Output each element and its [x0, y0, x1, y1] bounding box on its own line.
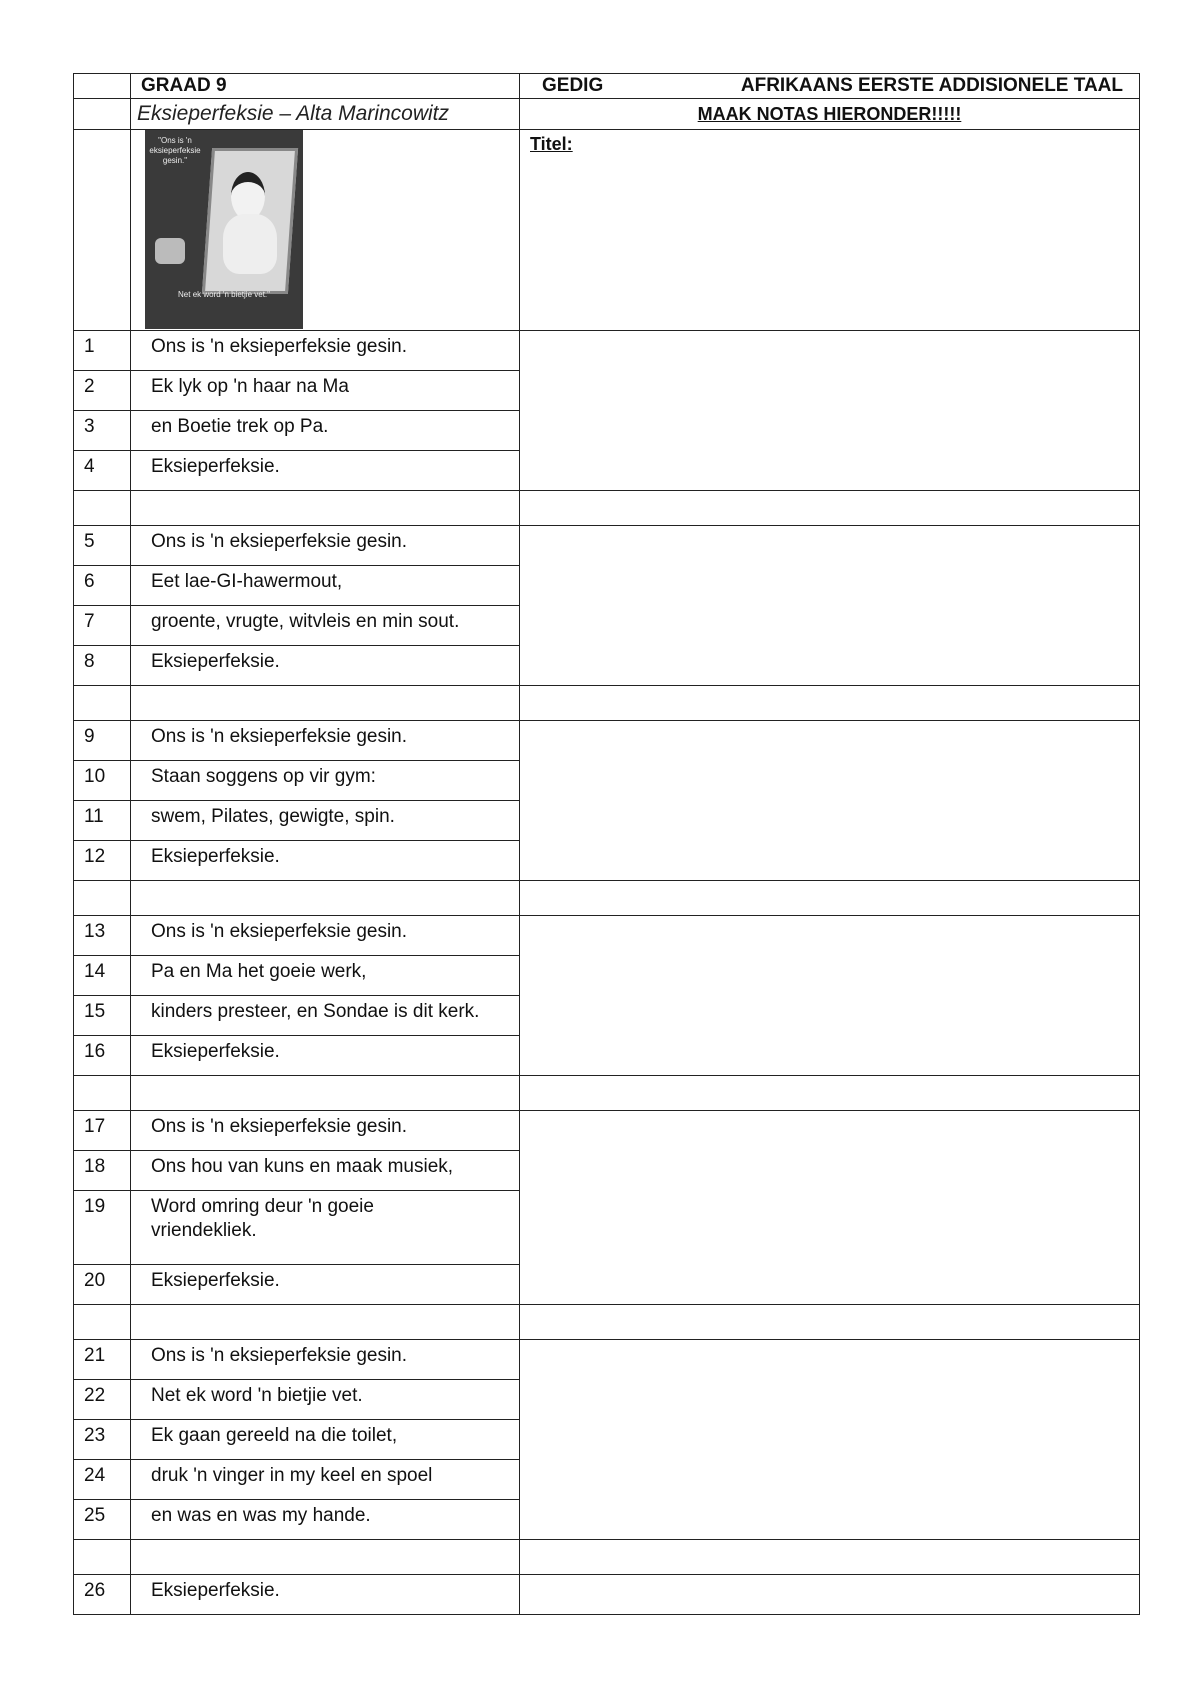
stanza-gap-row [74, 491, 1140, 526]
line-number: 18 [74, 1151, 131, 1191]
line-number: 26 [74, 1575, 131, 1615]
stanza-notes-cell[interactable] [520, 1575, 1140, 1615]
poem-line-text: en was en was my hande. [131, 1500, 520, 1540]
type-label: GEDIG [542, 75, 604, 96]
line-number: 8 [74, 646, 131, 686]
stanza-gap-row [74, 686, 1140, 721]
poem-line-text: Ek lyk op 'n haar na Ma [131, 371, 520, 411]
empty-cell [131, 491, 520, 526]
poem-line-text: Ons is 'n eksieperfeksie gesin. [131, 916, 520, 956]
line-number: 2 [74, 371, 131, 411]
line-number: 23 [74, 1420, 131, 1460]
poem-line-text: Ons is 'n eksieperfeksie gesin. [131, 721, 520, 761]
poem-title: Eksieperfeksie – Alta Marincowitz [137, 102, 450, 125]
poem-title-cell [131, 99, 520, 130]
poem-line-row [74, 526, 1140, 566]
line-number: 25 [74, 1500, 131, 1540]
poem-line-text: Eksieperfeksie. [131, 646, 520, 686]
empty-cell [74, 686, 131, 721]
image-row [74, 130, 1140, 331]
line-number: 14 [74, 956, 131, 996]
empty-cell[interactable] [520, 881, 1140, 916]
poem-line-text: groente, vrugte, witvleis en min sout. [131, 606, 520, 646]
line-number: 22 [74, 1380, 131, 1420]
image-blank-cell [74, 130, 131, 331]
poem-line-text: kinders presteer, en Sondae is dit kerk. [131, 996, 520, 1036]
empty-cell [74, 491, 131, 526]
poem-line-text: Eksieperfeksie. [131, 1036, 520, 1076]
empty-cell [74, 1540, 131, 1575]
line-number: 15 [74, 996, 131, 1036]
poem-line-text: Eksieperfeksie. [131, 841, 520, 881]
poem-line-text: swem, Pilates, gewigte, spin. [131, 801, 520, 841]
notes-heading-cell [520, 99, 1140, 130]
poem-line-text: Staan soggens op vir gym: [131, 761, 520, 801]
line-number: 21 [74, 1340, 131, 1380]
poem-line-text: Ons is 'n eksieperfeksie gesin. [131, 1340, 520, 1380]
titel-label: Titel: [530, 134, 573, 154]
header-row [74, 74, 1140, 99]
poem-line-text: Eksieperfeksie. [131, 1575, 520, 1615]
stanza-notes-cell[interactable] [520, 1340, 1140, 1540]
line-number: 11 [74, 801, 131, 841]
cover-face-shape [231, 172, 265, 220]
poem-line-row [74, 1575, 1140, 1615]
empty-cell [131, 1076, 520, 1111]
cover-body-shape [223, 214, 277, 274]
poem-line-text: Ons hou van kuns en maak musiek, [131, 1151, 520, 1191]
poem-line-row [74, 1111, 1140, 1151]
subject-label: AFRIKAANS EERSTE ADDISIONELE TAAL [740, 75, 1123, 96]
line-number: 19 [74, 1191, 131, 1265]
poem-line-text: Ons is 'n eksieperfeksie gesin. [131, 1111, 520, 1151]
thumbs-up-icon [155, 238, 185, 264]
cover-image-cell [131, 130, 520, 331]
poem-line-text: Ons is 'n eksieperfeksie gesin. [131, 331, 520, 371]
line-number: 10 [74, 761, 131, 801]
header-blank-cell [74, 74, 131, 99]
notes-heading: MAAK NOTAS HIERONDER!!!!! [697, 104, 962, 124]
line-number: 3 [74, 411, 131, 451]
line-number: 24 [74, 1460, 131, 1500]
empty-cell[interactable] [520, 1076, 1140, 1111]
cover-bottom-text: Net ek word 'n bietjie vet." [178, 290, 270, 299]
empty-cell[interactable] [520, 491, 1140, 526]
poem-line-text: Pa en Ma het goeie werk, [131, 956, 520, 996]
cover-top-text: "Ons is 'n eksieperfeksie gesin." [149, 136, 201, 165]
stanza-notes-cell[interactable] [520, 1111, 1140, 1305]
title-row [74, 99, 1140, 130]
empty-cell [131, 1305, 520, 1340]
poem-line-text: Eksieperfeksie. [131, 451, 520, 491]
poem-line-text: Ons is 'n eksieperfeksie gesin. [131, 526, 520, 566]
line-number: 7 [74, 606, 131, 646]
empty-cell[interactable] [520, 1305, 1140, 1340]
line-number: 17 [74, 1111, 131, 1151]
titel-notes-cell[interactable] [520, 130, 1140, 331]
poem-line-row [74, 916, 1140, 956]
line-number: 12 [74, 841, 131, 881]
stanza-notes-cell[interactable] [520, 331, 1140, 491]
empty-cell[interactable] [520, 1540, 1140, 1575]
poem-line-row [74, 721, 1140, 761]
poem-line-text: Ek gaan gereeld na die toilet, [131, 1420, 520, 1460]
line-number: 5 [74, 526, 131, 566]
poem-line-text: Net ek word 'n bietjie vet. [131, 1380, 520, 1420]
stanza-gap-row [74, 1305, 1140, 1340]
book-cover-image [145, 130, 303, 329]
stanza-notes-cell[interactable] [520, 721, 1140, 881]
poem-line-text: Word omring deur 'n goeie vriendekliek. [131, 1191, 520, 1265]
poem-worksheet-table [73, 73, 1140, 1615]
stanza-gap-row [74, 1076, 1140, 1111]
line-number: 9 [74, 721, 131, 761]
line-number: 16 [74, 1036, 131, 1076]
line-number: 6 [74, 566, 131, 606]
grade-label: GRAAD 9 [141, 75, 227, 96]
line-number: 13 [74, 916, 131, 956]
empty-cell [131, 686, 520, 721]
empty-cell [74, 881, 131, 916]
poem-line-text: en Boetie trek op Pa. [131, 411, 520, 451]
empty-cell[interactable] [520, 686, 1140, 721]
stanza-notes-cell[interactable] [520, 916, 1140, 1076]
poem-line-text: Eet lae-GI-hawermout, [131, 566, 520, 606]
poem-line-text: druk 'n vinger in my keel en spoel [131, 1460, 520, 1500]
line-number: 20 [74, 1265, 131, 1305]
line-number: 1 [74, 331, 131, 371]
header-grade-cell [131, 74, 520, 99]
empty-cell [131, 1540, 520, 1575]
title-blank-cell [74, 99, 131, 130]
stanza-gap-row [74, 1540, 1140, 1575]
line-number: 4 [74, 451, 131, 491]
header-right-cell [520, 74, 1140, 99]
stanza-notes-cell[interactable] [520, 526, 1140, 686]
poem-line-row [74, 331, 1140, 371]
empty-cell [74, 1076, 131, 1111]
poem-line-text: Eksieperfeksie. [131, 1265, 520, 1305]
empty-cell [74, 1305, 131, 1340]
empty-cell [131, 881, 520, 916]
stanza-gap-row [74, 881, 1140, 916]
poem-line-row [74, 1340, 1140, 1380]
